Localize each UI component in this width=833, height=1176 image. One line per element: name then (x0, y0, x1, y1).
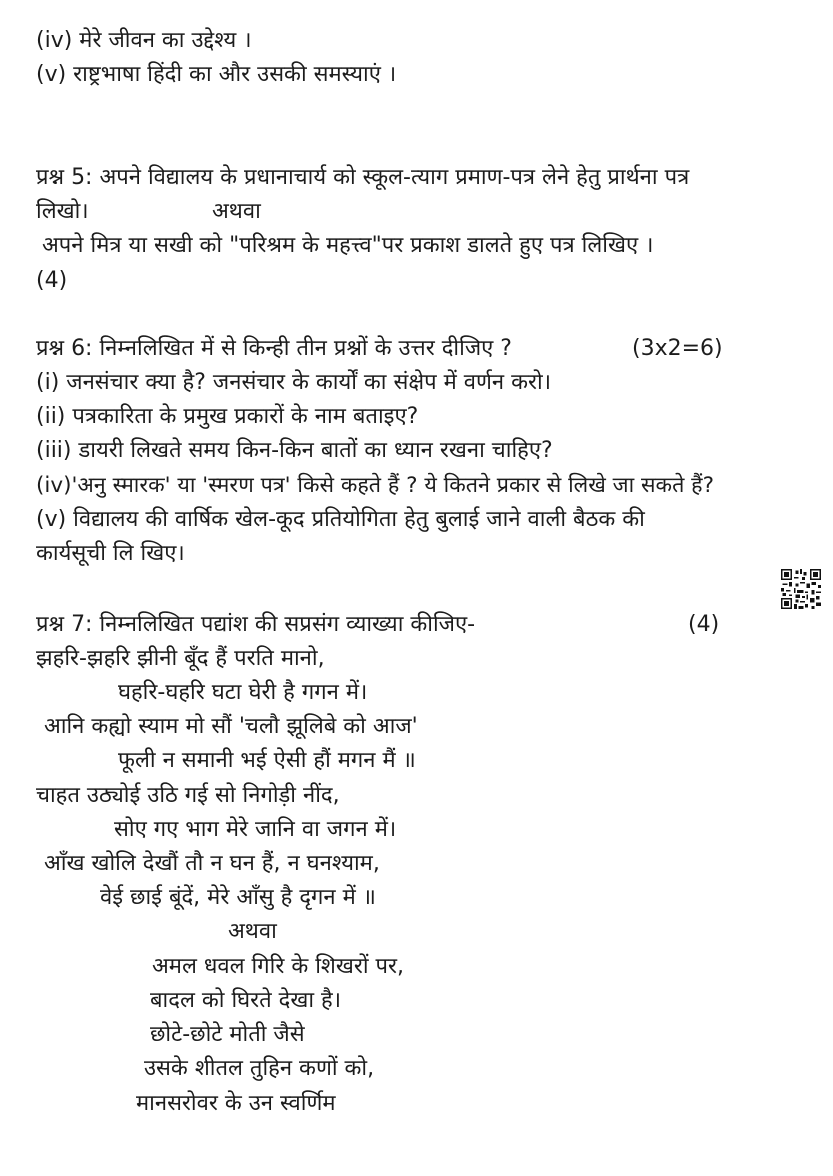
q5-or-label: अथवा (212, 199, 261, 224)
list-item-iv: (iv) मेरे जीवन का उद्देश्य । (36, 28, 252, 53)
poem2-line-1: अमल धवल गिरि के शिखरों पर, (152, 954, 405, 979)
q6-item-v-cont: कार्यसूची लि खिए। (36, 541, 185, 566)
q5-marks: (4) (36, 268, 68, 293)
qr-code (781, 569, 821, 609)
q5-line-1: प्रश्न 5: अपने विद्यालय के प्रधानाचार्य को स्कूल-त्याग प्रमाण-पत्र लेने हेतु प्रार्थना पत्र (36, 165, 690, 190)
q5-line-2: लिखो। (36, 199, 89, 224)
q7-marks: (4) (688, 612, 720, 637)
q6-marks: (3x2=6) (632, 336, 723, 361)
q6-item-iii: (iii) डायरी लिखते समय किन-किन बातों का ध्यान रखना चाहिए? (36, 438, 553, 463)
poem1-line-2: घहरि-घहरि घटा घेरी है गगन में। (118, 680, 368, 705)
q6-item-ii: (ii) पत्रकारिता के प्रमुख प्रकारों के नाम बताइए? (36, 404, 419, 429)
poem1-line-8: वेई छाई बूंदें, मेरे आँसु है दृगन में ॥ (100, 885, 376, 910)
poem1-line-3: आनि कह्यो स्याम मो सौं 'चलौ झूलिबे को आज' (44, 714, 418, 739)
q7-heading: प्रश्न 7: निम्नलिखित पद्यांश की सप्रसंग व्याख्या कीजिए- (36, 612, 476, 637)
poem2-line-4: उसके शीतल तुहिन कणों को, (144, 1056, 375, 1081)
q6-item-iv: (iv)'अनु स्मारक' या 'स्मरण पत्र' किसे कहते हैं ? ये कितने प्रकार से लिखे जा सकते हैं? (36, 473, 714, 498)
q6-item-i: (i) जनसंचार क्या है? जनसंचार के कार्यों का संक्षेप में वर्णन करो। (36, 370, 552, 395)
list-item-v: (v) राष्ट्रभाषा हिंदी का और उसकी समस्याएं । (36, 62, 397, 87)
q7-or-label: अथवा (228, 919, 277, 944)
poem1-line-1: झहरि-झहरि झीनी बूँद हैं परति मानो, (36, 646, 325, 671)
poem1-line-4: फूली न समानी भई ऐसी हौं मगन मैं ॥ (118, 748, 416, 773)
poem2-line-5: मानसरोवर के उन स्वर्णिम (136, 1091, 336, 1116)
poem1-line-6: सोए गए भाग मेरे जानि वा जगन में। (114, 817, 397, 842)
poem2-line-2: बादल को घिरते देखा है। (150, 988, 342, 1013)
poem1-line-5: चाहत उठ्योई उठि गई सो निगोड़ी नींद, (36, 783, 340, 808)
poem2-line-3: छोटे-छोटे मोती जैसे (150, 1022, 305, 1047)
poem1-line-7: आँख खोलि देखौं तौ न घन हैं, न घनश्याम, (44, 851, 380, 876)
q5-line-3: अपने मित्र या सखी को "परिश्रम के महत्त्व"पर प्रकाश डालते हुए पत्र लिखिए । (42, 233, 654, 258)
q6-item-v: (v) विद्यालय की वार्षिक खेल-कूद प्रतियोगिता हेतु बुलाई जाने वाली बैठक की (36, 507, 645, 532)
q6-heading: प्रश्न 6: निम्नलिखित में से किन्ही तीन प्रश्नों के उत्तर दीजिए ? (36, 336, 512, 361)
